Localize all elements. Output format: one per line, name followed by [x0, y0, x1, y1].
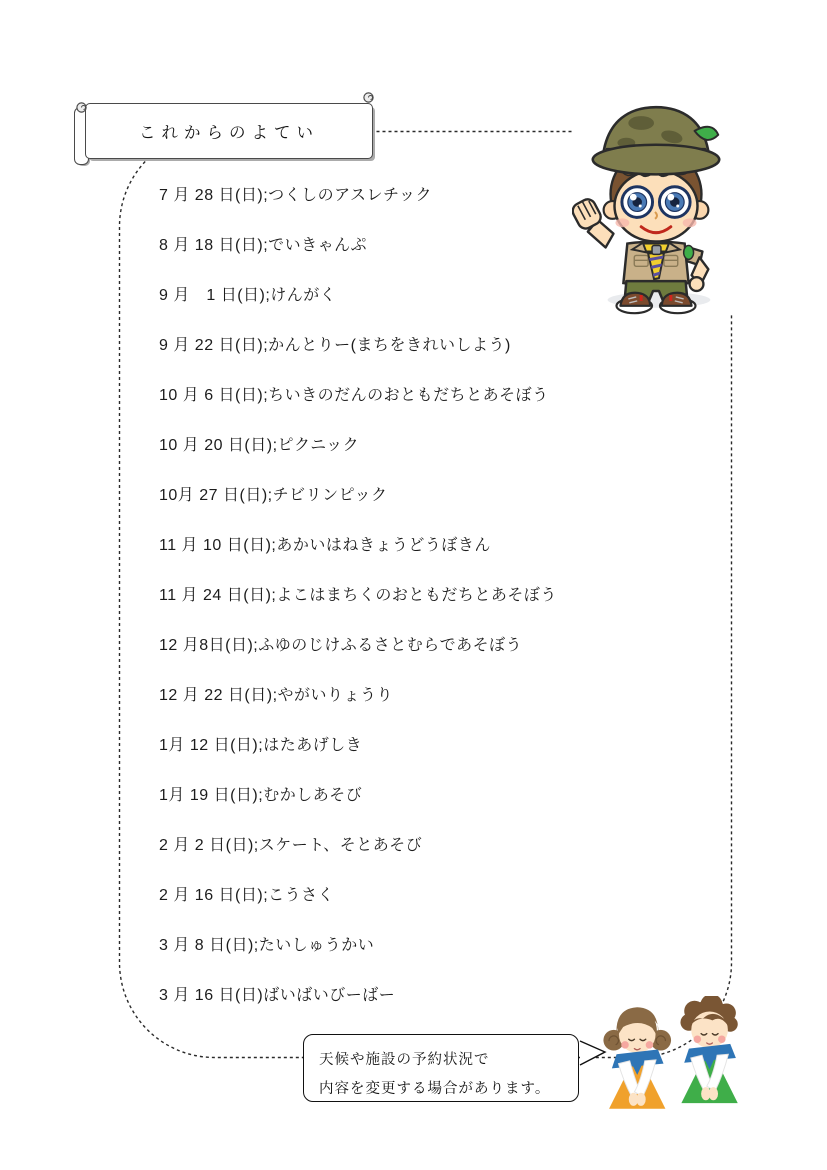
schedule-item: 10 月 6 日(日);ちいきのだんのおともだちとあそぼう: [159, 387, 549, 404]
scroll-pin-icon: [363, 92, 374, 103]
schedule-item: 11 月 24 日(日);よこはまちくのおともだちとあそぼう: [159, 587, 557, 604]
schedule-item: 12 月8日(日);ふゆのじけふるさとむらであそぼう: [159, 637, 523, 654]
schedule-item: 9 月 22 日(日);かんとりー(まちをきれいしよう): [159, 337, 511, 354]
scroll-pin-icon: [76, 102, 87, 113]
boy: [680, 996, 737, 1103]
schedule-item: 1月 19 日(日);むかしあそび: [159, 787, 363, 804]
schedule-list: [159, 186, 639, 1006]
schedule-item: 10月 27 日(日);チビリンピック: [159, 487, 388, 504]
scroll-body: [85, 103, 373, 159]
note-line-1: 天候や施設の予約状況で: [319, 1052, 490, 1068]
schedule-item: 7 月 28 日(日);つくしのアスレチック: [159, 187, 433, 204]
note-line-2: 内容を変更する場合があります。: [319, 1081, 551, 1097]
schedule-item: 9 月 1 日(日);けんがく: [159, 287, 337, 304]
boy-scout-illustration: [572, 97, 740, 315]
page-title: これからのよてい: [139, 124, 319, 142]
schedule-item: 1月 12 日(日);はたあげしき: [159, 737, 363, 754]
boy-scout-icon: [572, 97, 740, 315]
title-banner: [73, 90, 385, 170]
children-illustration: [592, 996, 752, 1120]
schedule-item: 2 月 16 日(日);こうさく: [159, 887, 335, 904]
bowing-children-icon: [592, 996, 752, 1120]
schedule-item: 3 月 8 日(日);たいしゅうかい: [159, 937, 375, 954]
schedule-item: 11 月 10 日(日);あかいはねきょうどうぼきん: [159, 537, 491, 554]
schedule-item: 2 月 2 日(日);スケート、そとあそび: [159, 837, 423, 854]
schedule-item: 10 月 20 日(日);ピクニック: [159, 437, 360, 454]
girl: [603, 1007, 671, 1108]
schedule-item: 12 月 22 日(日);やがいりょうり: [159, 687, 394, 704]
schedule-item: 8 月 18 日(日);でいきゃんぷ: [159, 237, 368, 254]
bubble-tail: [578, 1039, 608, 1069]
schedule-item: 3 月 16 日(日)ばいばいびーばー: [159, 987, 396, 1004]
note-bubble: [303, 1034, 579, 1102]
